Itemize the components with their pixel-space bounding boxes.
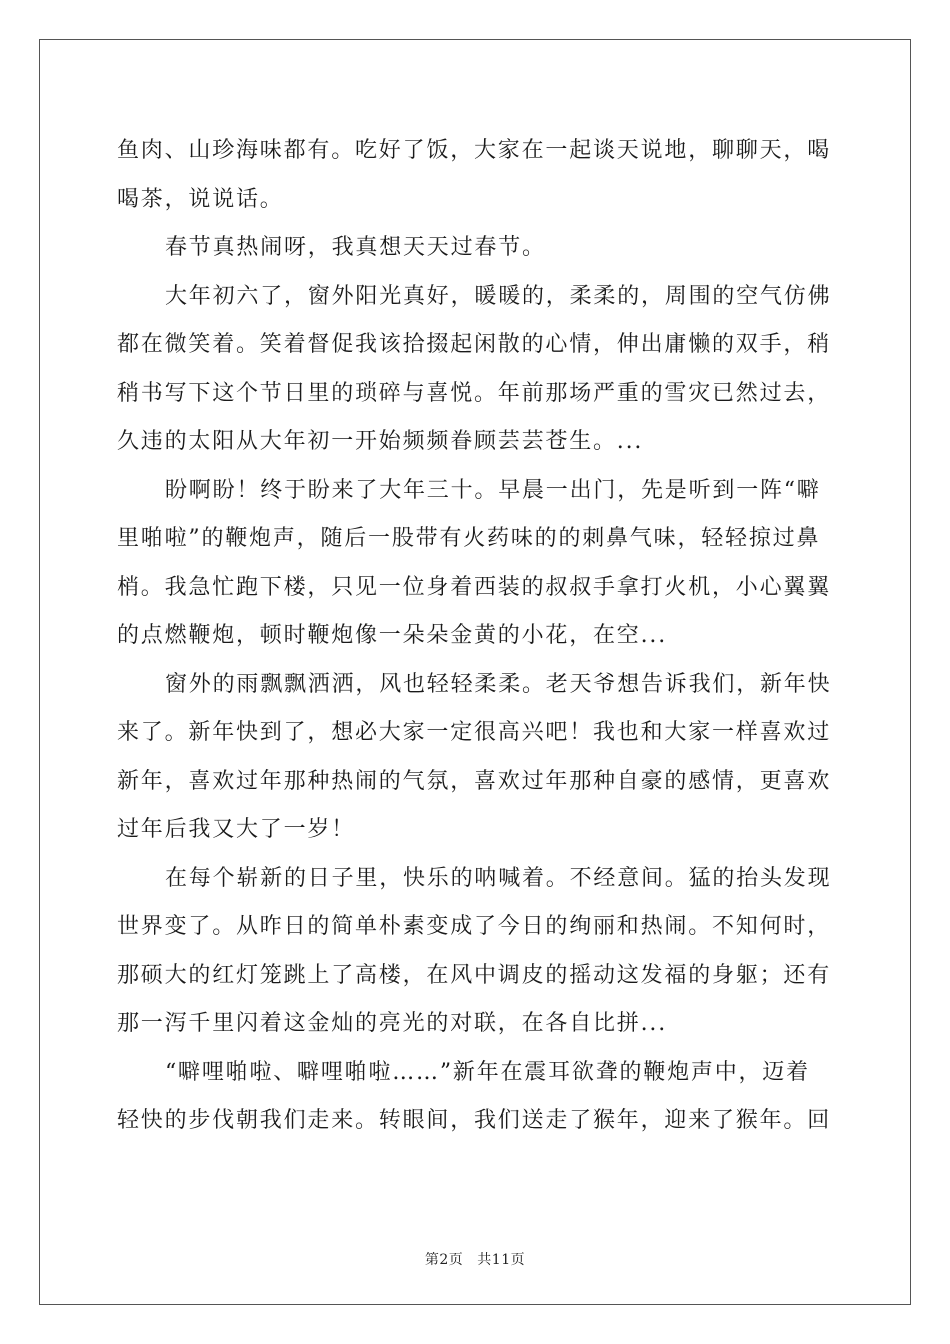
text-line: 喝茶，说说话。 [117, 186, 284, 212]
text-line: 里啪啦”的鞭炮声，随后一股带有火药味的的刺鼻气味，轻轻掠过鼻 [117, 526, 821, 551]
text-line: 那一泻千里闪着这金灿的亮光的对联，在各自比拼... [117, 1011, 667, 1036]
text-line: 世界变了。从昨日的简单朴素变成了今日的绚丽和热闹。不知何时， [117, 914, 832, 939]
text-line: “噼哩啪啦、噼哩啪啦……”新年在震耳欲聋的鞭炮声中，迈着 [165, 1059, 810, 1085]
text-line: 鱼肉、山珍海味都有。吃好了饭，大家在一起谈天说地，聊聊天，喝 [117, 138, 832, 163]
text-line: 轻快的步伐朝我们走来。转眼间，我们送走了猴年，迎来了猴年。回 [117, 1108, 832, 1133]
text-line: 新年，喜欢过年那种热闹的气氛，喜欢过年那种自豪的感情，更喜欢 [117, 768, 832, 794]
text-line: 过年后我又大了一岁！ [117, 817, 356, 842]
text-line: 春节真热闹呀，我真想天天过春节。 [165, 235, 546, 260]
text-line: 久违的太阳从大年初一开始频频眷顾芸芸苍生。... [117, 429, 644, 454]
text-line: 窗外的雨飘飘洒洒，风也轻轻柔柔。老天爷想告诉我们，新年快 [165, 671, 832, 697]
document-body [117, 127, 833, 1146]
page-number: 第2页 [424, 1252, 464, 1268]
text-line: 梢。我急忙跑下楼，只见一位身着西装的叔叔手拿打火机，小心翼翼 [117, 574, 832, 600]
text-line: 大年初六了，窗外阳光真好，暖暖的，柔柔的，周围的空气仿佛 [165, 283, 832, 309]
text-line: 来了。新年快到了，想必大家一定很高兴吧！我也和大家一样喜欢过 [117, 720, 832, 745]
page-total: 共11页 [477, 1252, 526, 1268]
text-line: 在每个崭新的日子里，快乐的呐喊着。不经意间。猛的抬头发现 [165, 865, 832, 891]
text-line: 的点燃鞭炮，顿时鞭炮像一朵朵金黄的小花，在空... [117, 623, 667, 648]
text-line: 稍书写下这个节日里的琐碎与喜悦。年前那场严重的雪灾已然过去， [117, 380, 832, 406]
page-footer [0, 1249, 950, 1269]
text-line: 那硕大的红灯笼跳上了高楼，在风中调皮的摇动这发福的身躯；还有 [117, 962, 832, 988]
text-line: 盼啊盼！终于盼来了大年三十。早晨一出门，先是听到一阵“噼 [165, 477, 821, 503]
text-line: 都在微笑着。笑着督促我该拾掇起闲散的心情，伸出庸懒的双手，稍 [117, 332, 832, 357]
